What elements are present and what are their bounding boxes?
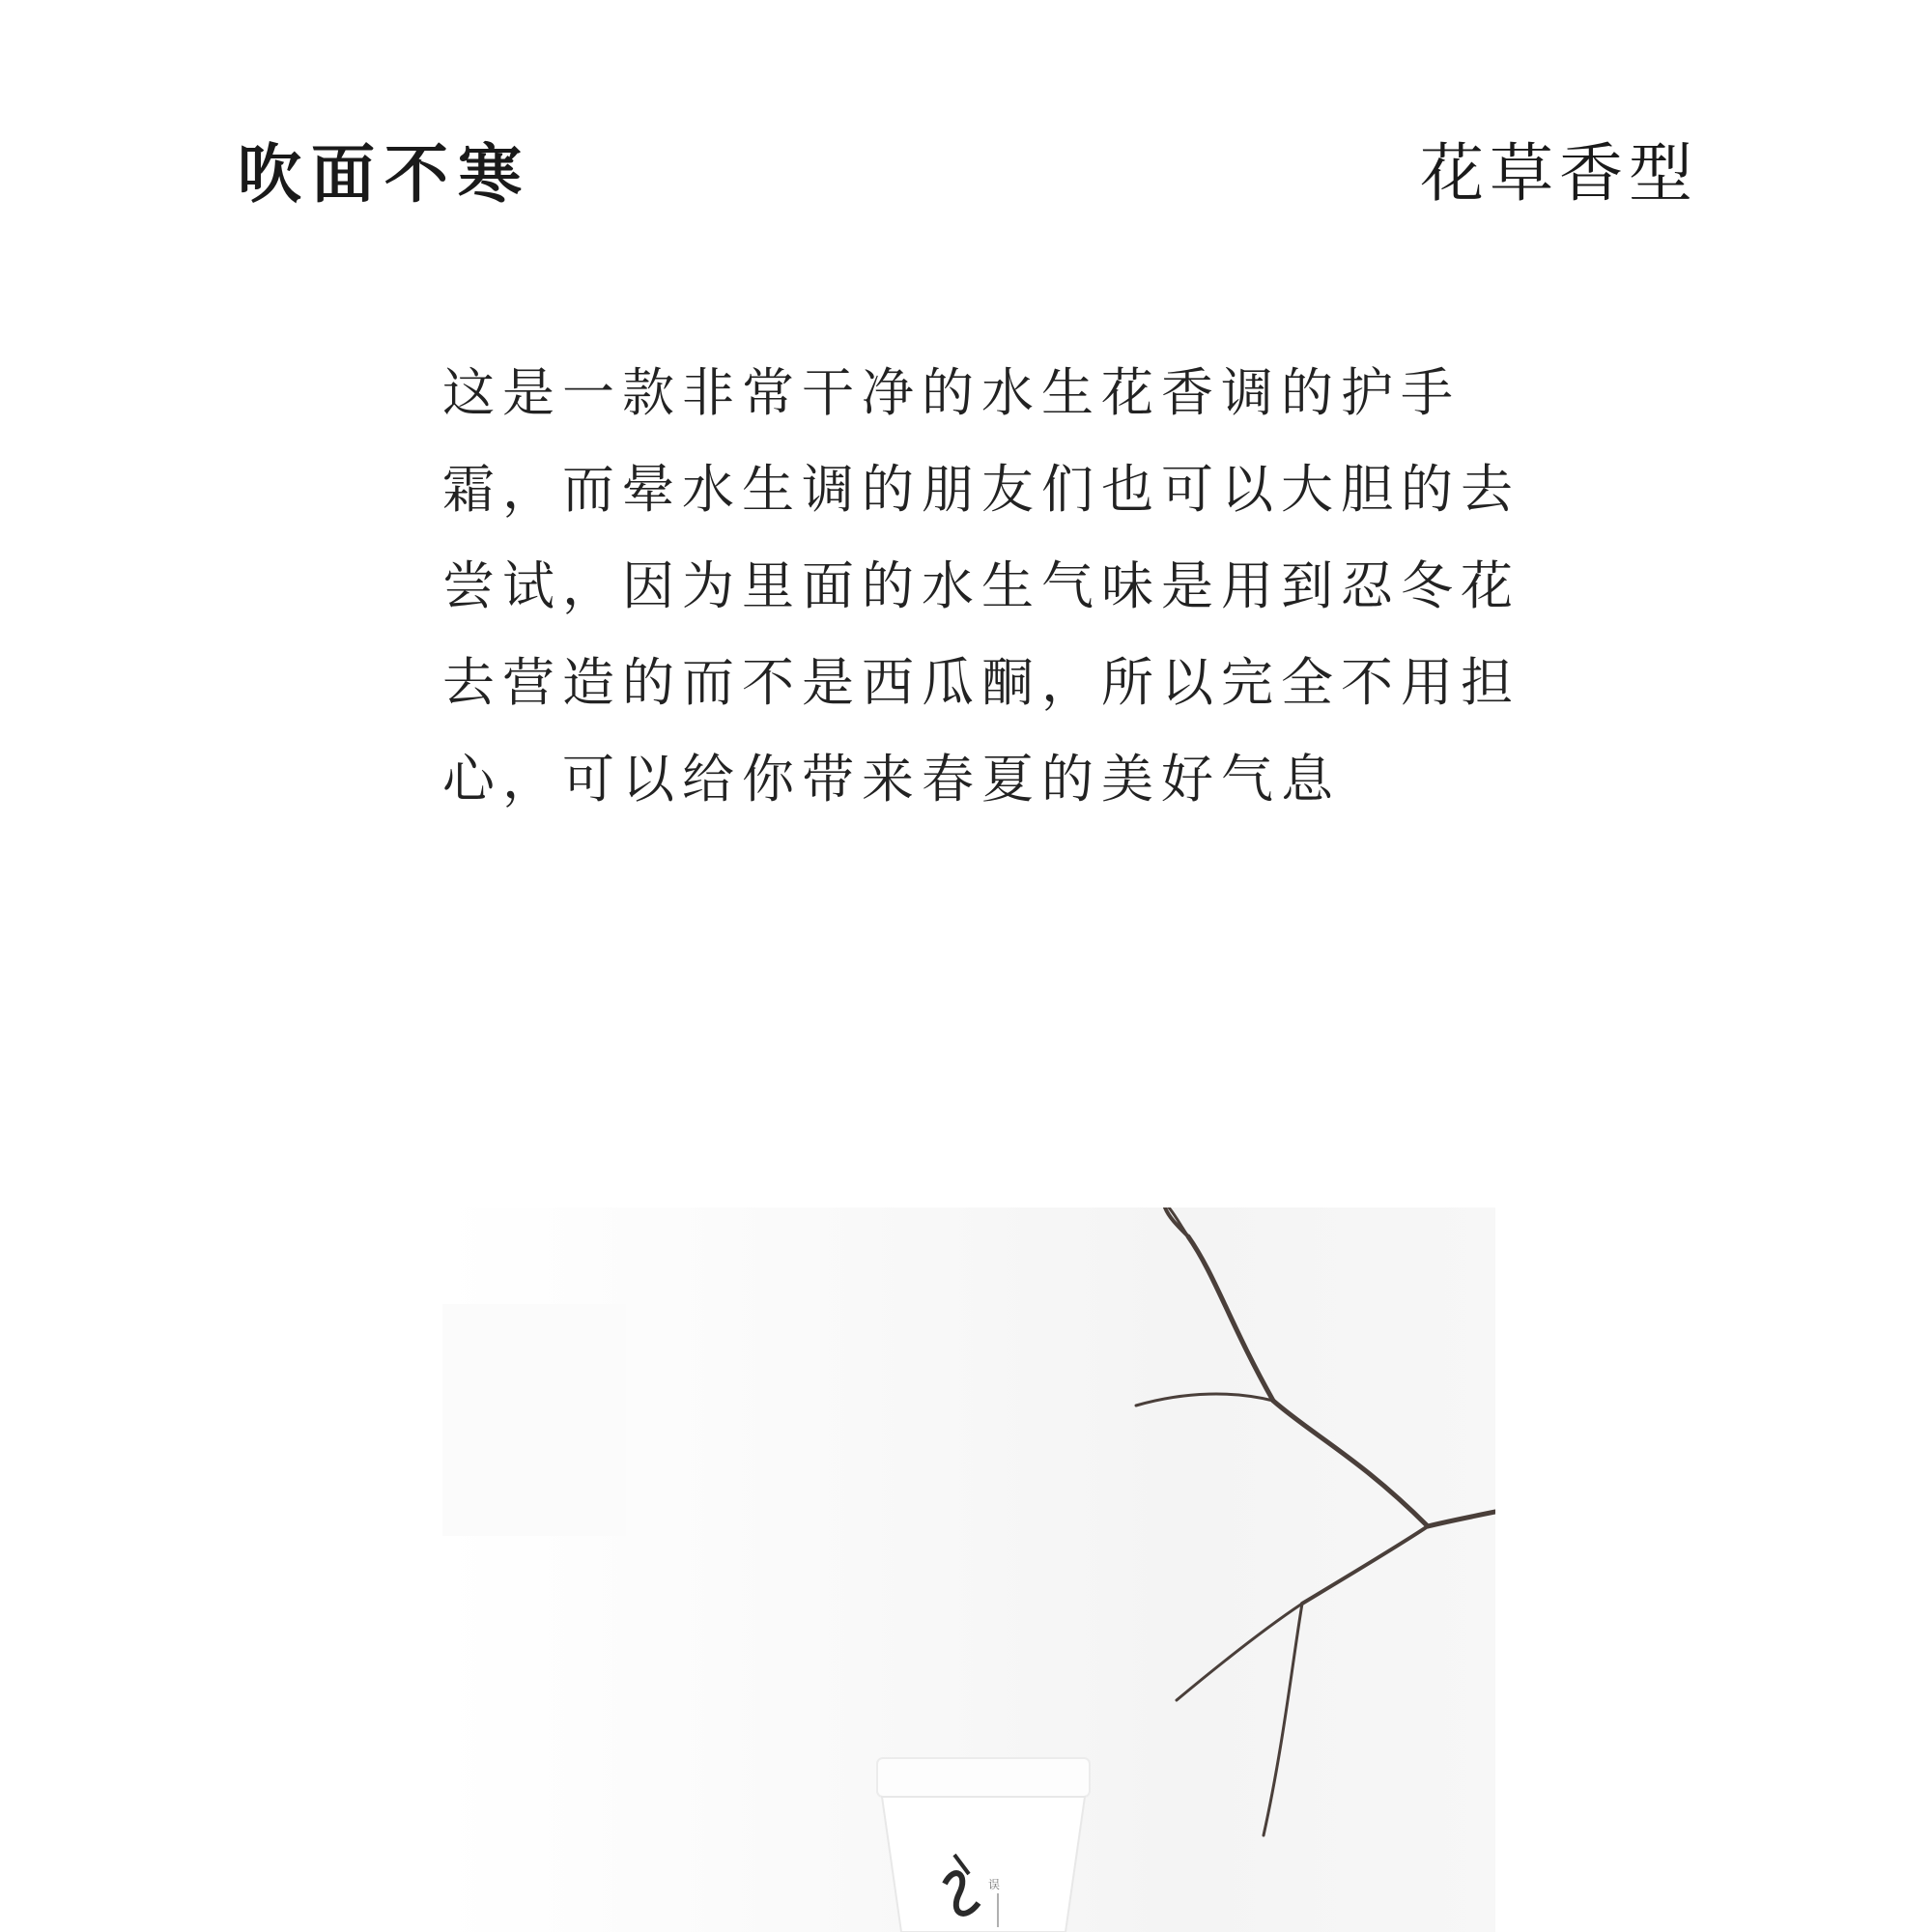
product-photo-illustration	[442, 1208, 1495, 1932]
description-line: 尝试，因为里面的水生气味是用到忍冬花	[442, 555, 1520, 616]
description-line: 这是一款非常干净的水生花香调的护手	[442, 362, 1461, 423]
product-photo	[442, 1208, 1495, 1932]
description-line: 霜，而晕水生调的朋友们也可以大胆的去	[442, 459, 1520, 520]
svg-text:误: 误	[988, 1878, 1001, 1891]
description-paragraph	[442, 345, 1520, 828]
description-line: 去营造的而不是西瓜酮，所以完全不用担	[442, 652, 1520, 713]
hand-cream-tube	[877, 1758, 1090, 1932]
title-left: 吹面不寒	[238, 136, 531, 212]
description-line: 心，可以给你带来春夏的美好气息	[442, 749, 1341, 810]
title-right: 花草香型	[1420, 136, 1698, 211]
background-shadow	[442, 1304, 626, 1536]
branch-icon	[1136, 1208, 1495, 1835]
